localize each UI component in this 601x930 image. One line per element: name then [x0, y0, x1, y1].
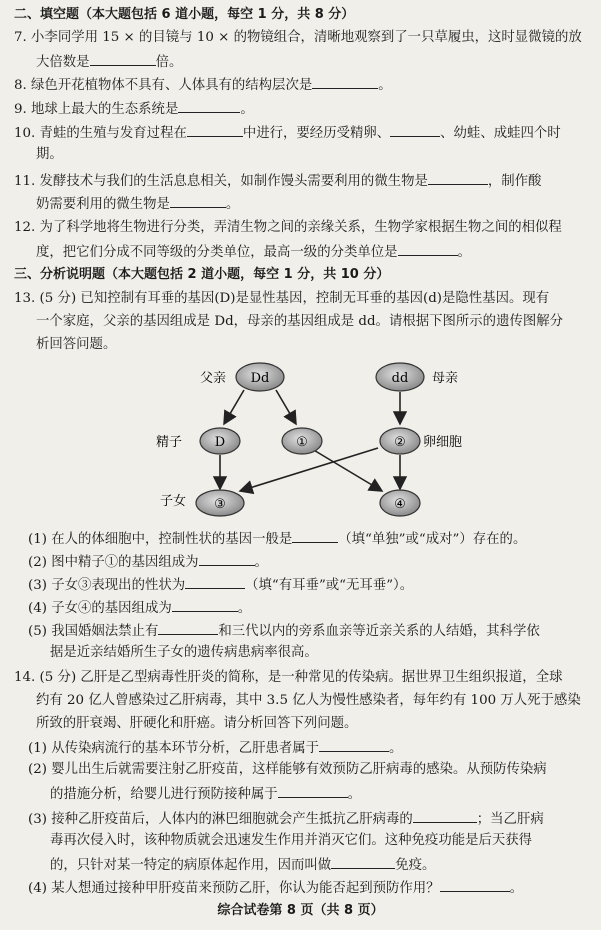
answer-blank[interactable]	[331, 854, 395, 869]
q14-line3: 所致的肝衰竭、肝硬化和肝癌。请分析回答下列问题。	[36, 716, 358, 731]
q13-line2: 一个家庭，父亲的基因组成是 Dd，母亲的基因组成是 dd。请根据下图所示的遗传图解分	[36, 314, 564, 329]
father-gene: Dd	[250, 371, 270, 386]
q14-line2: 约有 20 亿人曾感染过乙肝病毒，其中 3.5 亿人为慢性感染者，每年约有 100 万人死于感染	[36, 693, 581, 708]
sperm-d: D	[214, 435, 226, 450]
arrow-egg-to-3	[240, 448, 378, 491]
sperm-label: 精子	[156, 435, 183, 450]
q13-5-line1: (5) 我国婚姻法禁止有 和三代以内的旁系血亲等近亲关系的人结婚，其科学依	[28, 620, 593, 642]
q14-line1: 14. (5 分) 乙肝是乙型病毒性肝炎的简称，是一种常见的传染病。据世界卫生组织报道，全球	[14, 670, 563, 685]
q14-1: (1) 从传染病流行的基本环节分析，乙肝患者属于 。	[28, 737, 593, 759]
answer-blank[interactable]	[185, 574, 245, 589]
q10-line2: 期。	[36, 147, 63, 162]
answer-blank[interactable]	[312, 74, 378, 89]
egg-2: ②	[394, 435, 406, 450]
q13-4: (4) 子女④的基因组成为 。	[28, 597, 593, 619]
q11-line1: 11. 发酵技术与我们的生活息息相关，如制作馒头需要利用的微生物是 ，制作酸	[14, 170, 593, 192]
answer-blank[interactable]	[178, 98, 240, 113]
q13-line3: 析回答问题。	[36, 337, 117, 352]
q9: 9. 地球上最大的生态系统是 。	[14, 98, 593, 120]
answer-blank[interactable]	[199, 551, 255, 566]
child-3: ③	[214, 497, 226, 512]
q13-line1: 13. (5 分) 已知控制有耳垂的基因(D)是显性基因，控制无耳垂的基因(d)是隐性基因。现有	[14, 291, 550, 306]
q14-3-line3: 的，只针对某一特定的病原体起作用，因而叫做 免疫。	[50, 854, 593, 876]
q14-2-line1: (2) 婴儿出生后就需要注射乙肝疫苗，这样能够有效预防乙肝病毒的感染。从预防传染病	[28, 762, 547, 777]
q7-line1: 7. 小李同学用 15 × 的目镜与 10 × 的物镜组合，清晰地观察到了一只草履虫，这时显微镜的放	[14, 30, 582, 45]
q7-line2: 大倍数是 倍。	[36, 51, 593, 73]
answer-blank[interactable]	[170, 193, 226, 208]
section3-header: 三、分析说明题（本大题包括 2 道小题，每空 1 分，共 10 分）	[14, 267, 390, 282]
inheritance-diagram	[0, 355, 601, 525]
answer-blank[interactable]	[90, 51, 156, 66]
answer-blank[interactable]	[187, 122, 243, 137]
q13-5-line2: 据是近亲结婚所生子女的遗传病患病率很高。	[50, 645, 318, 660]
q8: 8. 绿色开花植物体不具有、人体具有的结构层次是 。	[14, 74, 593, 96]
q12-line1: 12. 为了科学地将生物进行分类，弄清生物之间的亲缘关系，生物学家根据生物之间的相似程	[14, 220, 562, 235]
answer-blank[interactable]	[440, 877, 510, 892]
sperm-1: ①	[296, 435, 308, 450]
arrow-father-to-1	[276, 390, 296, 424]
page-footer: 综合试卷第 8 页（共 8 页）	[217, 903, 384, 918]
arrow-1-to-4	[312, 449, 382, 491]
q14-2-line2: 的措施分析，给婴儿进行预防接种属于 。	[50, 783, 593, 805]
q13-1: (1) 在人的体细胞中，控制性状的基因一般是 （填“单独”或“成对”）存在的。	[28, 528, 593, 550]
q13-3: (3) 子女③表现出的性状为 （填“有耳垂”或“无耳垂”）。	[28, 574, 593, 596]
q14-3-line1: (3) 接种乙肝疫苗后，人体内的淋巴细胞就会产生抵抗乙肝病毒的 ；当乙肝病	[28, 808, 593, 830]
answer-blank[interactable]	[292, 528, 338, 543]
answer-blank[interactable]	[158, 620, 218, 635]
mother-label: 母亲	[432, 371, 459, 386]
q11-line2: 奶需要利用的微生物是 。	[36, 193, 593, 215]
mother-gene: dd	[391, 371, 409, 386]
q14-3-line2: 毒再次侵入时，该种物质就会迅速发生作用并消灭它们。这种免疫功能是后天获得	[50, 833, 533, 848]
q10-line1: 10. 青蛙的生殖与发育过程在 中进行，要经历受精卵、 、幼蛙、成蛙四个时	[14, 122, 593, 144]
child-label: 子女	[160, 494, 187, 509]
egg-label: 卵细胞	[423, 435, 463, 450]
answer-blank[interactable]	[398, 241, 458, 256]
q14-4: (4) 某人想通过接种甲肝疫苗来预防乙肝，你认为能否起到预防作用？ 。	[28, 877, 593, 899]
answer-blank[interactable]	[413, 808, 477, 823]
father-label: 父亲	[200, 371, 227, 386]
arrow-father-to-d	[224, 390, 244, 424]
answer-blank[interactable]	[278, 783, 348, 798]
child-4: ④	[394, 497, 406, 512]
answer-blank[interactable]	[172, 597, 238, 612]
section2-header: 二、填空题（本大题包括 6 道小题，每空 1 分，共 8 分）	[14, 7, 355, 22]
answer-blank[interactable]	[390, 122, 440, 137]
answer-blank[interactable]	[428, 170, 488, 185]
answer-blank[interactable]	[319, 737, 389, 752]
q12-line2: 度，把它们分成不同等级的分类单位，最高一级的分类单位是 。	[36, 241, 593, 263]
q13-2: (2) 图中精子①的基因组成为 。	[28, 551, 593, 573]
